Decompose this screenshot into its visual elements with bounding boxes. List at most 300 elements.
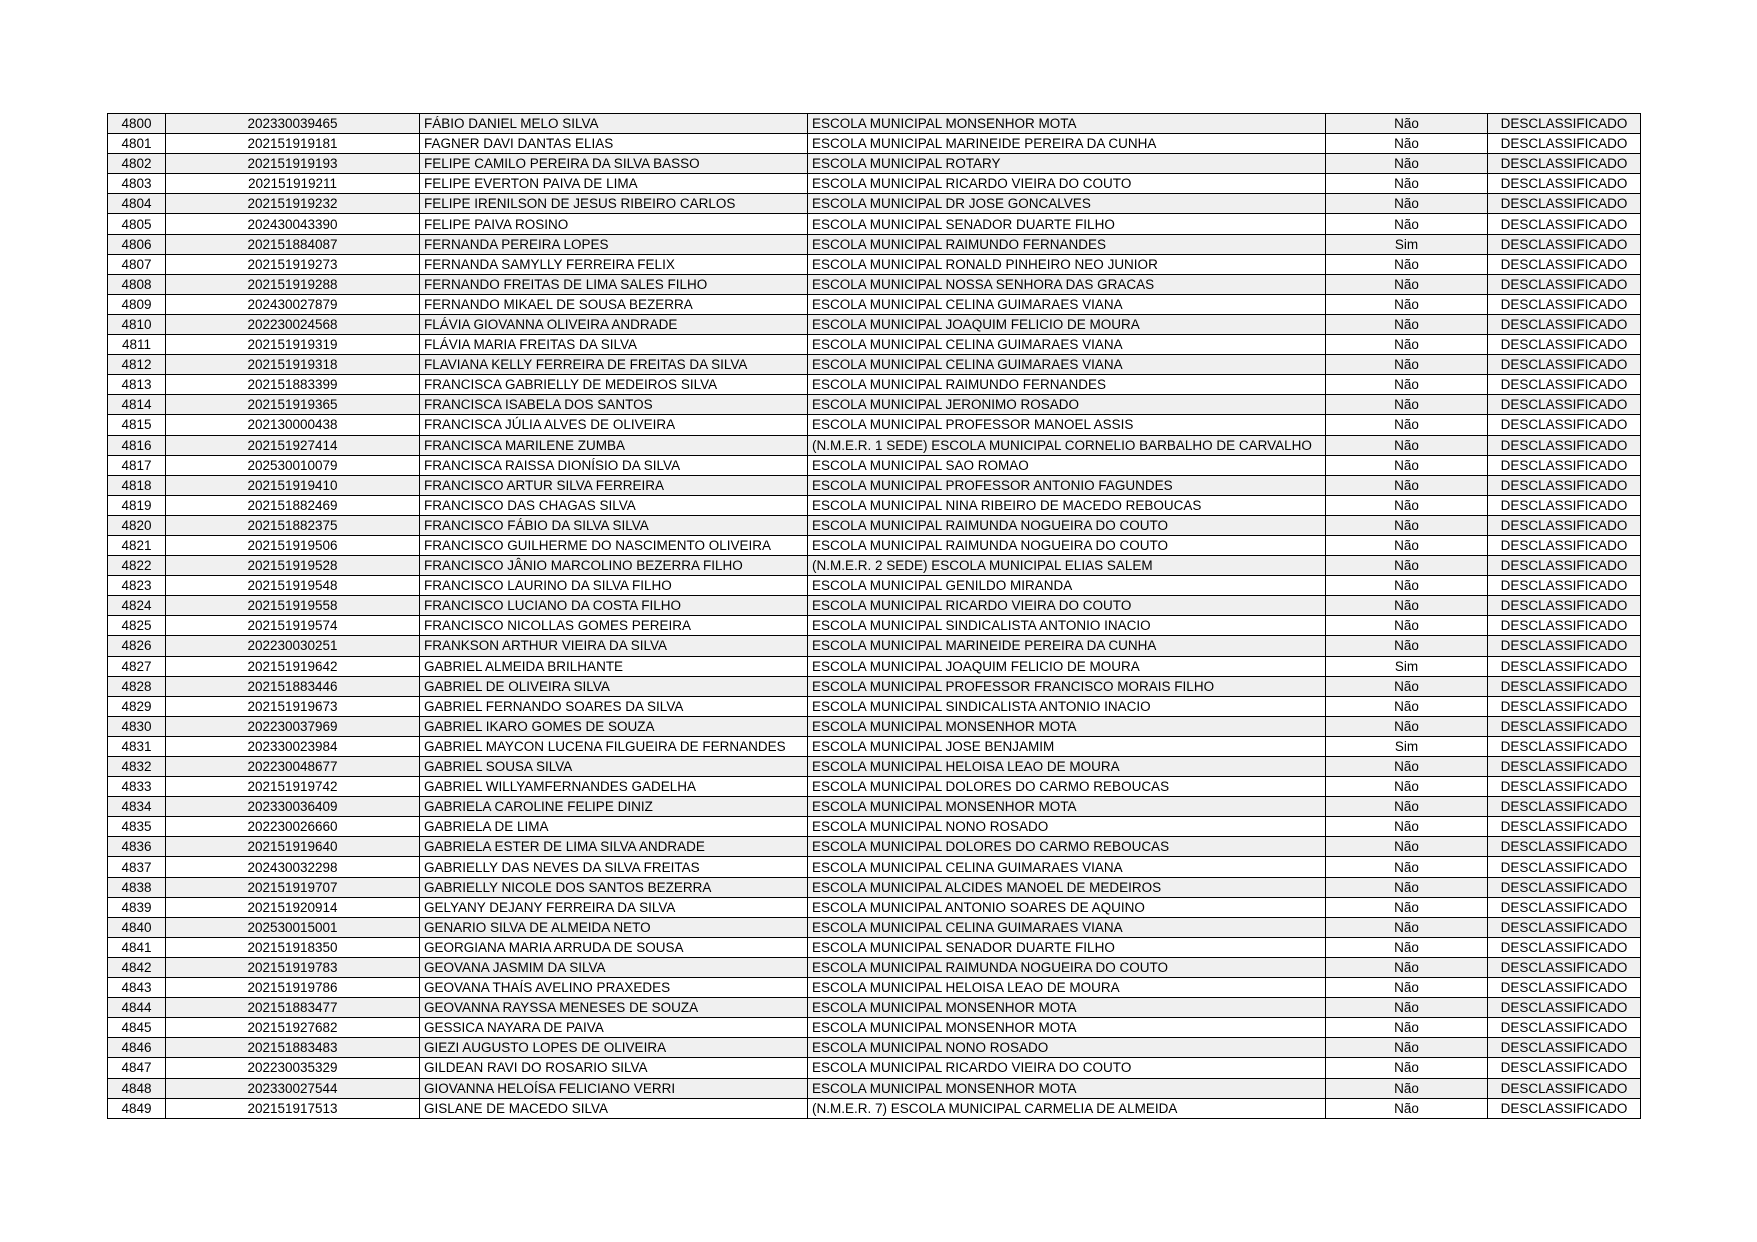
table-row [108,817,1641,837]
enrollment-cell: 202151919783 [166,957,420,977]
school-cell: ESCOLA MUNICIPAL CELINA GUIMARAES VIANA [808,917,1326,937]
status-cell: DESCLASSIFICADO [1488,114,1641,134]
rank-cell: 4828 [108,676,166,696]
attendance-cell: Não [1326,1018,1488,1038]
table-row [108,556,1641,576]
table-row [108,857,1641,877]
name-cell: FRANCISCA MARILENE ZUMBA [420,435,808,455]
school-cell: ESCOLA MUNICIPAL MONSENHOR MOTA [808,114,1326,134]
enrollment-cell: 202151919786 [166,978,420,998]
status-cell: DESCLASSIFICADO [1488,978,1641,998]
school-cell: ESCOLA MUNICIPAL ALCIDES MANOEL DE MEDEIROS [808,877,1326,897]
table-row [108,254,1641,274]
rank-cell: 4839 [108,897,166,917]
school-cell: ESCOLA MUNICIPAL SENADOR DUARTE FILHO [808,937,1326,957]
name-cell: FRANCISCA ISABELA DOS SANTOS [420,395,808,415]
enrollment-cell: 202330036409 [166,797,420,817]
rank-cell: 4818 [108,475,166,495]
school-cell: ESCOLA MUNICIPAL CELINA GUIMARAES VIANA [808,355,1326,375]
enrollment-cell: 202151883477 [166,998,420,1018]
name-cell: FRANCISCO JÂNIO MARCOLINO BEZERRA FILHO [420,556,808,576]
rank-cell: 4821 [108,535,166,555]
status-cell: DESCLASSIFICADO [1488,294,1641,314]
enrollment-cell: 202430032298 [166,857,420,877]
status-cell: DESCLASSIFICADO [1488,375,1641,395]
name-cell: GABRIELLY NICOLE DOS SANTOS BEZERRA [420,877,808,897]
name-cell: FRANCISCA GABRIELLY DE MEDEIROS SILVA [420,375,808,395]
table-row [108,154,1641,174]
school-cell: ESCOLA MUNICIPAL JOSE BENJAMIM [808,736,1326,756]
status-cell: DESCLASSIFICADO [1488,515,1641,535]
enrollment-cell: 202430043390 [166,214,420,234]
rank-cell: 4843 [108,978,166,998]
name-cell: FRANCISCO LAURINO DA SILVA FILHO [420,576,808,596]
enrollment-cell: 202151919574 [166,616,420,636]
school-cell: ESCOLA MUNICIPAL MARINEIDE PEREIRA DA CUNHA [808,636,1326,656]
status-cell: DESCLASSIFICADO [1488,1018,1641,1038]
table-row [108,194,1641,214]
status-cell: DESCLASSIFICADO [1488,435,1641,455]
status-cell: DESCLASSIFICADO [1488,335,1641,355]
rank-cell: 4837 [108,857,166,877]
rank-cell: 4823 [108,576,166,596]
rank-cell: 4802 [108,154,166,174]
table-row [108,656,1641,676]
attendance-cell: Não [1326,214,1488,234]
status-cell: DESCLASSIFICADO [1488,998,1641,1018]
school-cell: ESCOLA MUNICIPAL RICARDO VIEIRA DO COUTO [808,174,1326,194]
name-cell: GABRIEL WILLYAMFERNANDES GADELHA [420,777,808,797]
name-cell: FRANCISCO DAS CHAGAS SILVA [420,495,808,515]
status-cell: DESCLASSIFICADO [1488,274,1641,294]
status-cell: DESCLASSIFICADO [1488,897,1641,917]
enrollment-cell: 202330039465 [166,114,420,134]
name-cell: FLÁVIA MARIA FREITAS DA SILVA [420,335,808,355]
enrollment-cell: 202151884087 [166,234,420,254]
school-cell: ESCOLA MUNICIPAL RICARDO VIEIRA DO COUTO [808,1058,1326,1078]
rank-cell: 4810 [108,314,166,334]
status-cell: DESCLASSIFICADO [1488,616,1641,636]
attendance-cell: Não [1326,134,1488,154]
name-cell: FLAVIANA KELLY FERREIRA DE FREITAS DA SILVA [420,355,808,375]
status-cell: DESCLASSIFICADO [1488,1038,1641,1058]
rank-cell: 4845 [108,1018,166,1038]
status-cell: DESCLASSIFICADO [1488,314,1641,334]
rank-cell: 4807 [108,254,166,274]
attendance-cell: Não [1326,636,1488,656]
attendance-cell: Não [1326,194,1488,214]
rank-cell: 4832 [108,757,166,777]
enrollment-cell: 202230024568 [166,314,420,334]
name-cell: FRANCISCO GUILHERME DO NASCIMENTO OLIVEIRA [420,535,808,555]
table-row [108,395,1641,415]
school-cell: ESCOLA MUNICIPAL RAIMUNDA NOGUEIRA DO COUTO [808,957,1326,977]
school-cell: ESCOLA MUNICIPAL RAIMUNDA NOGUEIRA DO COUTO [808,515,1326,535]
school-cell: ESCOLA MUNICIPAL JERONIMO ROSADO [808,395,1326,415]
name-cell: FRANCISCA JÚLIA ALVES DE OLIVEIRA [420,415,808,435]
enrollment-cell: 202151917513 [166,1098,420,1118]
school-cell: ESCOLA MUNICIPAL MONSENHOR MOTA [808,1078,1326,1098]
school-cell: ESCOLA MUNICIPAL HELOISA LEAO DE MOURA [808,757,1326,777]
table-row [108,736,1641,756]
rank-cell: 4825 [108,616,166,636]
enrollment-cell: 202151919288 [166,274,420,294]
attendance-cell: Não [1326,998,1488,1018]
table-row [108,535,1641,555]
rank-cell: 4824 [108,596,166,616]
results-table-container [107,113,1640,1119]
name-cell: GEOVANNA RAYSSA MENESES DE SOUZA [420,998,808,1018]
enrollment-cell: 202151882375 [166,515,420,535]
enrollment-cell: 202151883399 [166,375,420,395]
results-table [107,113,1641,1119]
rank-cell: 4817 [108,455,166,475]
status-cell: DESCLASSIFICADO [1488,1098,1641,1118]
rank-cell: 4829 [108,696,166,716]
name-cell: FERNANDO FREITAS DE LIMA SALES FILHO [420,274,808,294]
rank-cell: 4849 [108,1098,166,1118]
school-cell: ESCOLA MUNICIPAL DOLORES DO CARMO REBOUCAS [808,777,1326,797]
table-row [108,375,1641,395]
name-cell: FÁBIO DANIEL MELO SILVA [420,114,808,134]
enrollment-cell: 202151919673 [166,696,420,716]
name-cell: FRANCISCO NICOLLAS GOMES PEREIRA [420,616,808,636]
name-cell: GABRIEL IKARO GOMES DE SOUZA [420,716,808,736]
school-cell: ESCOLA MUNICIPAL MONSENHOR MOTA [808,716,1326,736]
school-cell: ESCOLA MUNICIPAL RONALD PINHEIRO NEO JUNIOR [808,254,1326,274]
status-cell: DESCLASSIFICADO [1488,596,1641,616]
table-row [108,576,1641,596]
attendance-cell: Não [1326,696,1488,716]
results-table-body [108,114,1641,1119]
status-cell: DESCLASSIFICADO [1488,837,1641,857]
attendance-cell: Não [1326,957,1488,977]
school-cell: ESCOLA MUNICIPAL NONO ROSADO [808,1038,1326,1058]
attendance-cell: Não [1326,716,1488,736]
enrollment-cell: 202151919319 [166,335,420,355]
name-cell: FRANCISCO ARTUR SILVA FERREIRA [420,475,808,495]
name-cell: FERNANDA PEREIRA LOPES [420,234,808,254]
status-cell: DESCLASSIFICADO [1488,1058,1641,1078]
name-cell: FELIPE PAIVA ROSINO [420,214,808,234]
rank-cell: 4831 [108,736,166,756]
rank-cell: 4816 [108,435,166,455]
school-cell: ESCOLA MUNICIPAL RAIMUNDO FERNANDES [808,234,1326,254]
status-cell: DESCLASSIFICADO [1488,777,1641,797]
enrollment-cell: 202530015001 [166,917,420,937]
table-row [108,1018,1641,1038]
attendance-cell: Não [1326,154,1488,174]
enrollment-cell: 202330023984 [166,736,420,756]
rank-cell: 4808 [108,274,166,294]
table-row [108,355,1641,375]
school-cell: (N.M.E.R. 2 SEDE) ESCOLA MUNICIPAL ELIAS SALEM [808,556,1326,576]
status-cell: DESCLASSIFICADO [1488,174,1641,194]
table-row [108,214,1641,234]
status-cell: DESCLASSIFICADO [1488,877,1641,897]
table-row [108,837,1641,857]
enrollment-cell: 202151919232 [166,194,420,214]
attendance-cell: Não [1326,1038,1488,1058]
table-row [108,134,1641,154]
school-cell: ESCOLA MUNICIPAL DOLORES DO CARMO REBOUCAS [808,837,1326,857]
enrollment-cell: 202151919642 [166,656,420,676]
table-row [108,314,1641,334]
name-cell: GEOVANA THAÍS AVELINO PRAXEDES [420,978,808,998]
attendance-cell: Não [1326,1098,1488,1118]
enrollment-cell: 202230048677 [166,757,420,777]
status-cell: DESCLASSIFICADO [1488,797,1641,817]
school-cell: ESCOLA MUNICIPAL PROFESSOR MANOEL ASSIS [808,415,1326,435]
status-cell: DESCLASSIFICADO [1488,817,1641,837]
enrollment-cell: 202151919193 [166,154,420,174]
table-row [108,797,1641,817]
attendance-cell: Não [1326,797,1488,817]
table-row [108,877,1641,897]
status-cell: DESCLASSIFICADO [1488,696,1641,716]
status-cell: DESCLASSIFICADO [1488,254,1641,274]
table-row [108,294,1641,314]
name-cell: GABRIEL SOUSA SILVA [420,757,808,777]
table-row [108,696,1641,716]
status-cell: DESCLASSIFICADO [1488,415,1641,435]
status-cell: DESCLASSIFICADO [1488,395,1641,415]
name-cell: FELIPE EVERTON PAIVA DE LIMA [420,174,808,194]
enrollment-cell: 202151919410 [166,475,420,495]
table-row [108,777,1641,797]
rank-cell: 4838 [108,877,166,897]
attendance-cell: Não [1326,455,1488,475]
school-cell: ESCOLA MUNICIPAL SINDICALISTA ANTONIO INACIO [808,696,1326,716]
school-cell: ESCOLA MUNICIPAL GENILDO MIRANDA [808,576,1326,596]
school-cell: (N.M.E.R. 7) ESCOLA MUNICIPAL CARMELIA DE ALMEIDA [808,1098,1326,1118]
attendance-cell: Não [1326,877,1488,897]
table-row [108,114,1641,134]
name-cell: GABRIEL FERNANDO SOARES DA SILVA [420,696,808,716]
attendance-cell: Não [1326,576,1488,596]
school-cell: ESCOLA MUNICIPAL MONSENHOR MOTA [808,1018,1326,1038]
table-row [108,1078,1641,1098]
name-cell: FELIPE IRENILSON DE JESUS RIBEIRO CARLOS [420,194,808,214]
rank-cell: 4812 [108,355,166,375]
school-cell: ESCOLA MUNICIPAL MONSENHOR MOTA [808,797,1326,817]
status-cell: DESCLASSIFICADO [1488,636,1641,656]
name-cell: GENARIO SILVA DE ALMEIDA NETO [420,917,808,937]
status-cell: DESCLASSIFICADO [1488,535,1641,555]
attendance-cell: Não [1326,395,1488,415]
rank-cell: 4804 [108,194,166,214]
attendance-cell: Não [1326,314,1488,334]
enrollment-cell: 202151883446 [166,676,420,696]
enrollment-cell: 202230030251 [166,636,420,656]
enrollment-cell: 202151919707 [166,877,420,897]
name-cell: FERNANDA SAMYLLY FERREIRA FELIX [420,254,808,274]
name-cell: GABRIELA ESTER DE LIMA SILVA ANDRADE [420,837,808,857]
attendance-cell: Não [1326,415,1488,435]
table-row [108,515,1641,535]
table-row [108,616,1641,636]
rank-cell: 4803 [108,174,166,194]
status-cell: DESCLASSIFICADO [1488,455,1641,475]
table-row [108,174,1641,194]
rank-cell: 4820 [108,515,166,535]
name-cell: FRANCISCA RAISSA DIONÍSIO DA SILVA [420,455,808,475]
attendance-cell: Não [1326,897,1488,917]
school-cell: ESCOLA MUNICIPAL RICARDO VIEIRA DO COUTO [808,596,1326,616]
status-cell: DESCLASSIFICADO [1488,214,1641,234]
table-row [108,757,1641,777]
rank-cell: 4826 [108,636,166,656]
attendance-cell: Não [1326,978,1488,998]
school-cell: ESCOLA MUNICIPAL JOAQUIM FELICIO DE MOURA [808,314,1326,334]
status-cell: DESCLASSIFICADO [1488,716,1641,736]
name-cell: GABRIEL MAYCON LUCENA FILGUEIRA DE FERNANDES [420,736,808,756]
attendance-cell: Não [1326,596,1488,616]
school-cell: ESCOLA MUNICIPAL HELOISA LEAO DE MOURA [808,978,1326,998]
rank-cell: 4805 [108,214,166,234]
table-row [108,978,1641,998]
name-cell: FLÁVIA GIOVANNA OLIVEIRA ANDRADE [420,314,808,334]
name-cell: FRANCISCO LUCIANO DA COSTA FILHO [420,596,808,616]
attendance-cell: Não [1326,857,1488,877]
status-cell: DESCLASSIFICADO [1488,576,1641,596]
status-cell: DESCLASSIFICADO [1488,475,1641,495]
enrollment-cell: 202151919640 [166,837,420,857]
enrollment-cell: 202230026660 [166,817,420,837]
enrollment-cell: 202151919211 [166,174,420,194]
rank-cell: 4815 [108,415,166,435]
school-cell: ESCOLA MUNICIPAL SENADOR DUARTE FILHO [808,214,1326,234]
rank-cell: 4822 [108,556,166,576]
table-row [108,415,1641,435]
table-row [108,596,1641,616]
school-cell: ESCOLA MUNICIPAL CELINA GUIMARAES VIANA [808,857,1326,877]
status-cell: DESCLASSIFICADO [1488,1078,1641,1098]
status-cell: DESCLASSIFICADO [1488,937,1641,957]
rank-cell: 4844 [108,998,166,1018]
school-cell: ESCOLA MUNICIPAL CELINA GUIMARAES VIANA [808,294,1326,314]
school-cell: ESCOLA MUNICIPAL RAIMUNDA NOGUEIRA DO COUTO [808,535,1326,555]
rank-cell: 4846 [108,1038,166,1058]
rank-cell: 4842 [108,957,166,977]
attendance-cell: Não [1326,495,1488,515]
school-cell: ESCOLA MUNICIPAL CELINA GUIMARAES VIANA [808,335,1326,355]
attendance-cell: Não [1326,1078,1488,1098]
enrollment-cell: 202130000438 [166,415,420,435]
school-cell: ESCOLA MUNICIPAL NONO ROSADO [808,817,1326,837]
school-cell: (N.M.E.R. 1 SEDE) ESCOLA MUNICIPAL CORNELIO BARBALHO DE CARVALHO [808,435,1326,455]
enrollment-cell: 202230037969 [166,716,420,736]
attendance-cell: Não [1326,355,1488,375]
rank-cell: 4806 [108,234,166,254]
rank-cell: 4801 [108,134,166,154]
name-cell: FRANKSON ARTHUR VIEIRA DA SILVA [420,636,808,656]
table-row [108,676,1641,696]
attendance-cell: Não [1326,1058,1488,1078]
status-cell: DESCLASSIFICADO [1488,957,1641,977]
attendance-cell: Não [1326,114,1488,134]
name-cell: FRANCISCO FÁBIO DA SILVA SILVA [420,515,808,535]
status-cell: DESCLASSIFICADO [1488,917,1641,937]
table-row [108,335,1641,355]
enrollment-cell: 202151919181 [166,134,420,154]
enrollment-cell: 202230035329 [166,1058,420,1078]
school-cell: ESCOLA MUNICIPAL NINA RIBEIRO DE MACEDO REBOUCAS [808,495,1326,515]
attendance-cell: Não [1326,777,1488,797]
enrollment-cell: 202151919528 [166,556,420,576]
school-cell: ESCOLA MUNICIPAL NOSSA SENHORA DAS GRACAS [808,274,1326,294]
name-cell: GABRIELLY DAS NEVES DA SILVA FREITAS [420,857,808,877]
name-cell: GIOVANNA HELOÍSA FELICIANO VERRI [420,1078,808,1098]
attendance-cell: Não [1326,435,1488,455]
table-row [108,998,1641,1018]
status-cell: DESCLASSIFICADO [1488,495,1641,515]
enrollment-cell: 202151919273 [166,254,420,274]
status-cell: DESCLASSIFICADO [1488,676,1641,696]
rank-cell: 4811 [108,335,166,355]
attendance-cell: Não [1326,294,1488,314]
name-cell: GABRIELA CAROLINE FELIPE DINIZ [420,797,808,817]
table-row [108,957,1641,977]
name-cell: GABRIELA DE LIMA [420,817,808,837]
school-cell: ESCOLA MUNICIPAL MARINEIDE PEREIRA DA CUNHA [808,134,1326,154]
table-row [108,716,1641,736]
attendance-cell: Não [1326,254,1488,274]
rank-cell: 4834 [108,797,166,817]
rank-cell: 4848 [108,1078,166,1098]
enrollment-cell: 202151927682 [166,1018,420,1038]
rank-cell: 4833 [108,777,166,797]
school-cell: ESCOLA MUNICIPAL RAIMUNDO FERNANDES [808,375,1326,395]
attendance-cell: Não [1326,837,1488,857]
table-row [108,455,1641,475]
table-row [108,636,1641,656]
status-cell: DESCLASSIFICADO [1488,355,1641,375]
rank-cell: 4819 [108,495,166,515]
table-row [108,1058,1641,1078]
school-cell: ESCOLA MUNICIPAL ANTONIO SOARES DE AQUINO [808,897,1326,917]
attendance-cell: Sim [1326,234,1488,254]
enrollment-cell: 202151919548 [166,576,420,596]
rank-cell: 4836 [108,837,166,857]
table-row [108,274,1641,294]
enrollment-cell: 202151918350 [166,937,420,957]
enrollment-cell: 202530010079 [166,455,420,475]
rank-cell: 4800 [108,114,166,134]
rank-cell: 4835 [108,817,166,837]
rank-cell: 4830 [108,716,166,736]
attendance-cell: Não [1326,676,1488,696]
attendance-cell: Não [1326,917,1488,937]
name-cell: GILDEAN RAVI DO ROSARIO SILVA [420,1058,808,1078]
enrollment-cell: 202151919558 [166,596,420,616]
enrollment-cell: 202151919365 [166,395,420,415]
enrollment-cell: 202151883483 [166,1038,420,1058]
name-cell: GELYANY DEJANY FERREIRA DA SILVA [420,897,808,917]
school-cell: ESCOLA MUNICIPAL MONSENHOR MOTA [808,998,1326,1018]
name-cell: GEORGIANA MARIA ARRUDA DE SOUSA [420,937,808,957]
attendance-cell: Não [1326,817,1488,837]
enrollment-cell: 202330027544 [166,1078,420,1098]
rank-cell: 4827 [108,656,166,676]
table-row [108,234,1641,254]
attendance-cell: Sim [1326,656,1488,676]
attendance-cell: Não [1326,616,1488,636]
table-row [108,917,1641,937]
status-cell: DESCLASSIFICADO [1488,656,1641,676]
enrollment-cell: 202151919742 [166,777,420,797]
rank-cell: 4841 [108,937,166,957]
